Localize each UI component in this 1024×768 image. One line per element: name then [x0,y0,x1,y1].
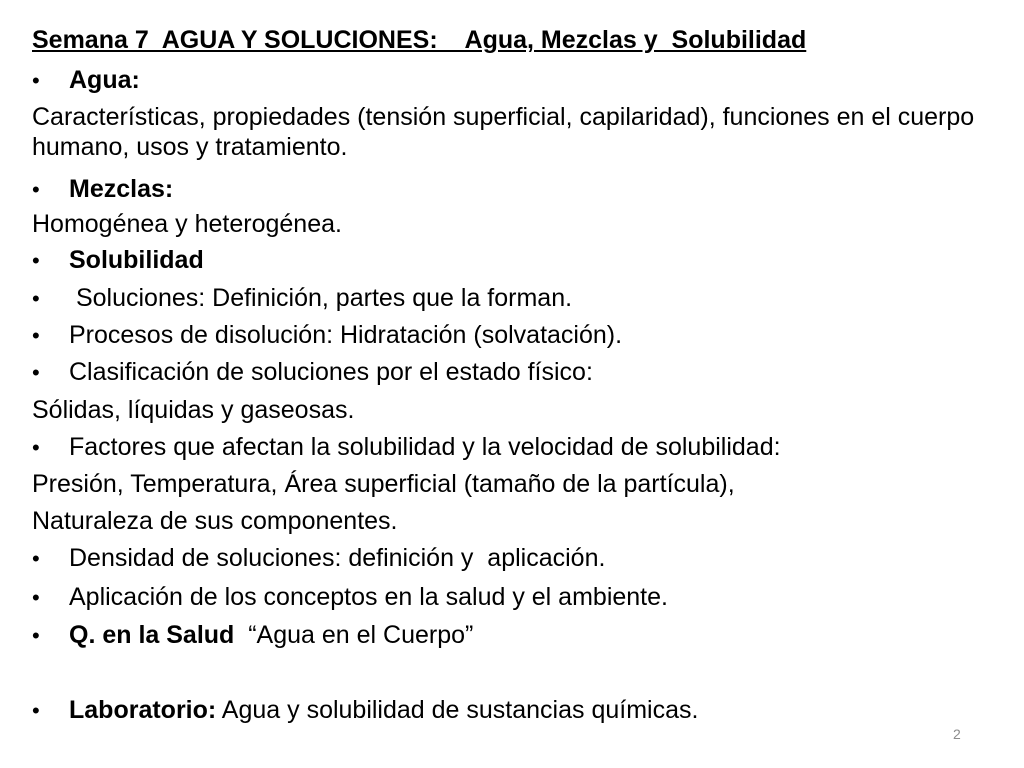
bullet-laboratorio [32,695,698,726]
bullet-icon: • [32,546,40,571]
agua-description: Características, propiedades (tensión superficial, capilaridad), funciones en el cuerpo humano, usos y tratamiento. [32,103,975,161]
bullet-solubilidad [32,245,204,276]
bullet-icon: • [32,360,40,385]
qsalud-text: “Agua en el Cuerpo” [234,621,474,649]
factores-line-2: Naturaleza de sus componentes. [32,507,398,535]
bullet-icon: • [32,68,40,93]
bullet-icon: • [32,323,40,348]
bullet-procesos [32,320,622,351]
bullet-icon: • [32,286,40,311]
page-number: 2 [953,726,961,742]
aplicacion-item: Aplicación de los conceptos en la salud y el ambiente. [69,583,668,611]
bullet-densidad [32,543,605,574]
bullet-agua [32,65,140,96]
bullet-clasificacion [32,357,593,388]
laboratorio-text: Agua y solubilidad de sustancias químicas. [216,696,699,724]
mezclas-description: Homogénea y heterogénea. [32,210,342,238]
soluciones-item: Soluciones: Definición, partes que la forman. [69,284,573,312]
mezclas-heading: Mezclas: [69,175,174,203]
factores-item: Factores que afectan la solubilidad y la velocidad de solubilidad: [69,433,781,461]
bullet-qsalud [32,620,473,651]
clasificacion-item: Clasificación de soluciones por el estado físico: [69,358,593,386]
bullet-icon: • [32,585,40,610]
procesos-item: Procesos de disolución: Hidratación (solvatación). [69,321,623,349]
bullet-icon: • [32,435,40,460]
solubilidad-heading: Solubilidad [69,246,204,274]
agua-heading: Agua: [69,66,140,94]
bullet-aplicacion [32,582,668,613]
estados-text: Sólidas, líquidas y gaseosas. [32,396,355,424]
bullet-mezclas [32,174,173,205]
bullet-factores [32,432,781,463]
bullet-soluciones [32,283,572,314]
laboratorio-label: Laboratorio: [69,696,217,724]
bullet-icon: • [32,698,40,723]
qsalud-label: Q. en la Salud [69,621,235,649]
bullet-icon: • [32,623,40,648]
bullet-icon: • [32,248,40,273]
bullet-icon: • [32,177,40,202]
densidad-item: Densidad de soluciones: definición y aplicación. [69,544,606,572]
factores-line-1: Presión, Temperatura, Área superficial (tamaño de la partícula), [32,470,735,498]
slide-title: Semana 7 AGUA Y SOLUCIONES: Agua, Mezclas y Solubilidad [32,26,807,54]
